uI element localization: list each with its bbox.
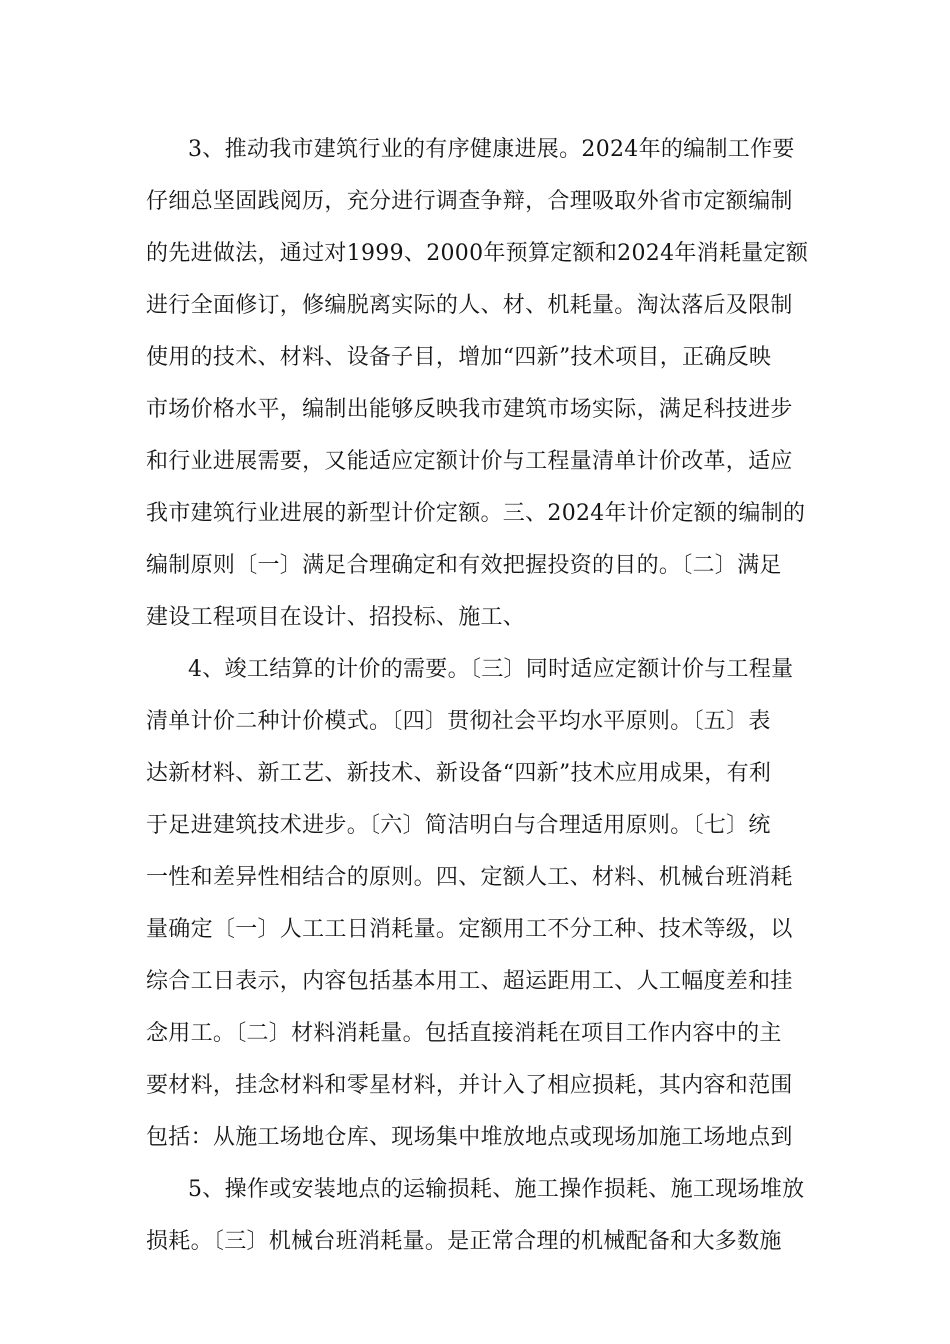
- text-line: 建设工程项目在设计、招投标、施工、: [146, 605, 526, 630]
- text-line: 和行业进展需要，又能适应定额计价与工程量清单计价改革，适应: [146, 449, 793, 474]
- text-line: 的先进做法，通过对1999、2000年预算定额和2024年消耗量定额: [146, 241, 809, 266]
- text-line: 5、操作或安装地点的运输损耗、施工操作损耗、施工现场堆放: [188, 1177, 805, 1202]
- text-line: 于足进建筑技术进步。〔六〕简洁明白与合理适用原则。〔七〕统: [146, 813, 771, 838]
- text-line: 达新材料、新工艺、新技术、新设备“四新”技术应用成果，有利: [146, 761, 772, 786]
- text-line: 损耗。〔三〕机械台班消耗量。是正常合理的机械配备和大多数施: [146, 1229, 782, 1254]
- text-line: 进行全面修订，修编脱离实际的人、材、机耗量。淘汰落后及限制: [146, 293, 793, 318]
- text-line: 3、推动我市建筑行业的有序健康进展。2024年的编制工作要: [188, 137, 795, 162]
- text-line: 我市建筑行业进展的新型计价定额。三、2024年计价定额的编制的: [146, 501, 806, 526]
- text-line: 4、竣工结算的计价的需要。〔三〕同时适应定额计价与工程量: [188, 657, 794, 682]
- text-line: 要材料，挂念材料和零星材料，并计入了相应损耗，其内容和范围: [146, 1073, 793, 1098]
- text-line: 编制原则〔一〕满足合理确定和有效把握投资的目的。〔二〕满足: [146, 553, 782, 578]
- text-line: 念用工。〔二〕材料消耗量。包括直接消耗在项目工作内容中的主: [146, 1021, 782, 1046]
- text-line: 市场价格水平，编制出能够反映我市建筑市场实际，满足科技进步: [146, 397, 793, 422]
- text-line: 仔细总坚固践阅历，充分进行调查争辩，合理吸取外省市定额编制: [146, 189, 793, 214]
- text-line: 使用的技术、材料、设备子目，增加“四新”技术项目，正确反映: [146, 345, 772, 370]
- text-line: 包括：从施工场地仓库、现场集中堆放地点或现场加施工场地点到: [146, 1125, 793, 1150]
- text-line: 综合工日表示，内容包括基本用工、超运距用工、人工幅度差和挂: [146, 969, 793, 994]
- text-line: 量确定〔一〕人工工日消耗量。定额用工不分工种、技术等级，以: [146, 917, 793, 942]
- text-line: 一性和差异性相结合的原则。四、定额人工、材料、机械台班消耗: [146, 865, 793, 890]
- text-line: 清单计价二种计价模式。〔四〕贯彻社会平均水平原则。〔五〕表: [146, 709, 771, 734]
